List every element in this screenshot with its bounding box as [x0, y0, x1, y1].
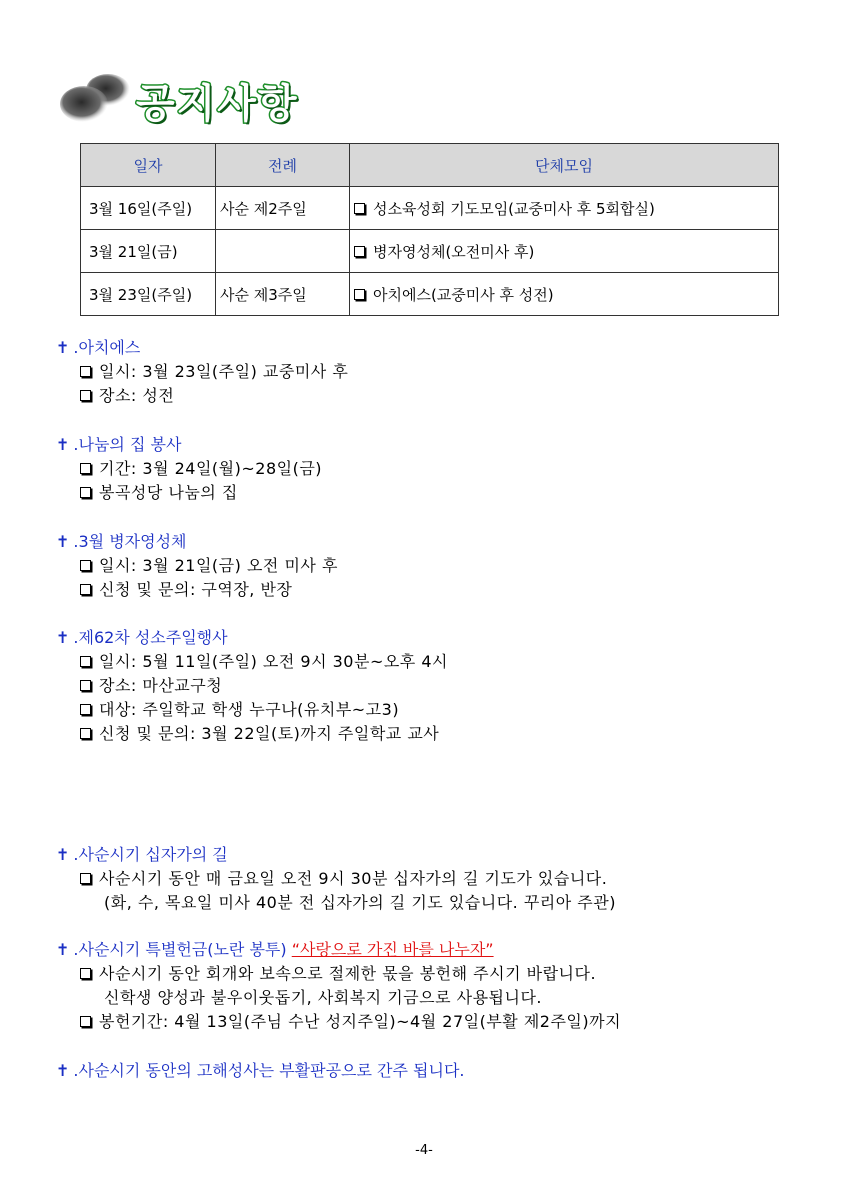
meeting-text: 성소육성회 기도모임(교중미사 후 5회합실): [373, 199, 655, 218]
meeting-text: 병자영성체(오전미사 후): [373, 242, 535, 261]
notice-section-sick-communion: [56, 530, 338, 602]
row-date: 3월 16일(주일): [81, 187, 216, 230]
notice-section-sharing-house: [56, 433, 322, 505]
notice-section-achies: [56, 336, 348, 408]
section-title: ✝ .아치에스: [56, 338, 141, 357]
row-meeting: [350, 230, 779, 273]
column-header-date: 일자: [81, 144, 216, 187]
list-item: 장소: 마산교구청: [56, 674, 448, 698]
row-meeting: [350, 187, 779, 230]
checkbox-icon: [80, 463, 91, 474]
checkbox-icon: [80, 680, 91, 691]
section-title: ✝ .사순시기 특별헌금(노란 봉투) “사랑으로 가진 바를 나누자”: [56, 940, 494, 959]
row-date: 3월 23일(주일): [81, 273, 216, 316]
cross-icon: ✝: [56, 532, 70, 551]
checkbox-icon: [80, 704, 91, 715]
cross-icon: ✝: [56, 338, 70, 357]
column-header-meeting: 단체모임: [350, 144, 779, 187]
notice-section-vocation-sunday: [56, 626, 448, 746]
checkbox-icon: [80, 1016, 91, 1027]
cross-icon: ✝: [56, 940, 70, 959]
checkbox-icon: [80, 487, 91, 498]
row-date: 3월 21일(금): [81, 230, 216, 273]
checkbox-icon: [354, 289, 365, 300]
notice-section-special-offering: [56, 938, 621, 1034]
section-title: ✝ .사순시기 십자가의 길: [56, 845, 228, 864]
cross-icon: ✝: [56, 435, 70, 454]
list-item: 일시: 5월 11일(주일) 오전 9시 30분~오후 4시: [56, 650, 448, 674]
list-item: 사순시기 동안 매 금요일 오전 9시 30분 십자가의 길 기도가 있습니다.: [56, 867, 616, 891]
meeting-text: 아치에스(교중미사 후 성전): [373, 285, 554, 304]
checkbox-icon: [80, 656, 91, 667]
table-row: [81, 230, 779, 273]
list-item: 기간: 3월 24일(월)~28일(금): [56, 457, 322, 481]
checkbox-icon: [354, 203, 365, 214]
list-item: 봉곡성당 나눔의 집: [56, 481, 322, 505]
checkbox-icon: [80, 366, 91, 377]
page-number: -4-: [415, 1143, 433, 1158]
checkbox-icon: [80, 560, 91, 571]
list-item: 일시: 3월 23일(주일) 교중미사 후: [56, 360, 348, 384]
row-meeting: [350, 273, 779, 316]
section-title: ✝ .나눔의 집 봉사: [56, 435, 182, 454]
checkbox-icon: [80, 584, 91, 595]
list-item: 신청 및 문의: 3월 22일(토)까지 주일학교 교사: [56, 722, 448, 746]
list-item: 사순시기 동안 회개와 보속으로 절제한 몫을 봉헌해 주시기 바랍니다.: [56, 962, 621, 986]
table-row: [81, 187, 779, 230]
checkbox-icon: [80, 873, 91, 884]
section-title: ✝ .제62차 성소주일행사: [56, 628, 228, 647]
notice-section-stations-of-cross: [56, 843, 616, 915]
list-item: 신청 및 문의: 구역장, 반장: [56, 578, 338, 602]
table-row: [81, 273, 779, 316]
column-header-liturgy: 전례: [216, 144, 350, 187]
section-title: ✝ .3월 병자영성체: [56, 532, 187, 551]
notice-section-confession: [56, 1059, 465, 1083]
row-liturgy: [216, 230, 350, 273]
list-item: 일시: 3월 21일(금) 오전 미사 후: [56, 554, 338, 578]
list-item: 장소: 성전: [56, 384, 348, 408]
checkbox-icon: [80, 968, 91, 979]
list-item-continuation: (화, 수, 목요일 미사 40분 전 십자가의 길 기도 있습니다. 꾸리아 주관): [104, 893, 616, 912]
cross-icon: ✝: [56, 1061, 70, 1080]
cross-icon: ✝: [56, 845, 70, 864]
checkbox-icon: [80, 390, 91, 401]
list-item: 봉헌기간: 4월 13일(주님 수난 성지주일)~4월 27일(부활 제2주일)까지: [56, 1010, 621, 1034]
checkbox-icon: [354, 246, 365, 257]
row-liturgy: 사순 제2주일: [216, 187, 350, 230]
list-item: 대상: 주일학교 학생 누구나(유치부~고3): [56, 698, 448, 722]
page-title: 공지사항: [136, 81, 299, 127]
list-item-continuation: 신학생 양성과 불우이웃돕기, 사회복지 기금으로 사용됩니다.: [104, 988, 543, 1007]
row-liturgy: 사순 제3주일: [216, 273, 350, 316]
cross-icon: ✝: [56, 628, 70, 647]
schedule-table: [80, 143, 779, 316]
notice-header: [60, 68, 320, 138]
section-title: ✝ .사순시기 동안의 고해성사는 부활판공으로 간주 됩니다.: [56, 1061, 465, 1080]
table-header-row: [81, 144, 779, 187]
slogan-highlight: “사랑으로 가진 바를 나누자”: [291, 940, 494, 959]
checkbox-icon: [80, 728, 91, 739]
